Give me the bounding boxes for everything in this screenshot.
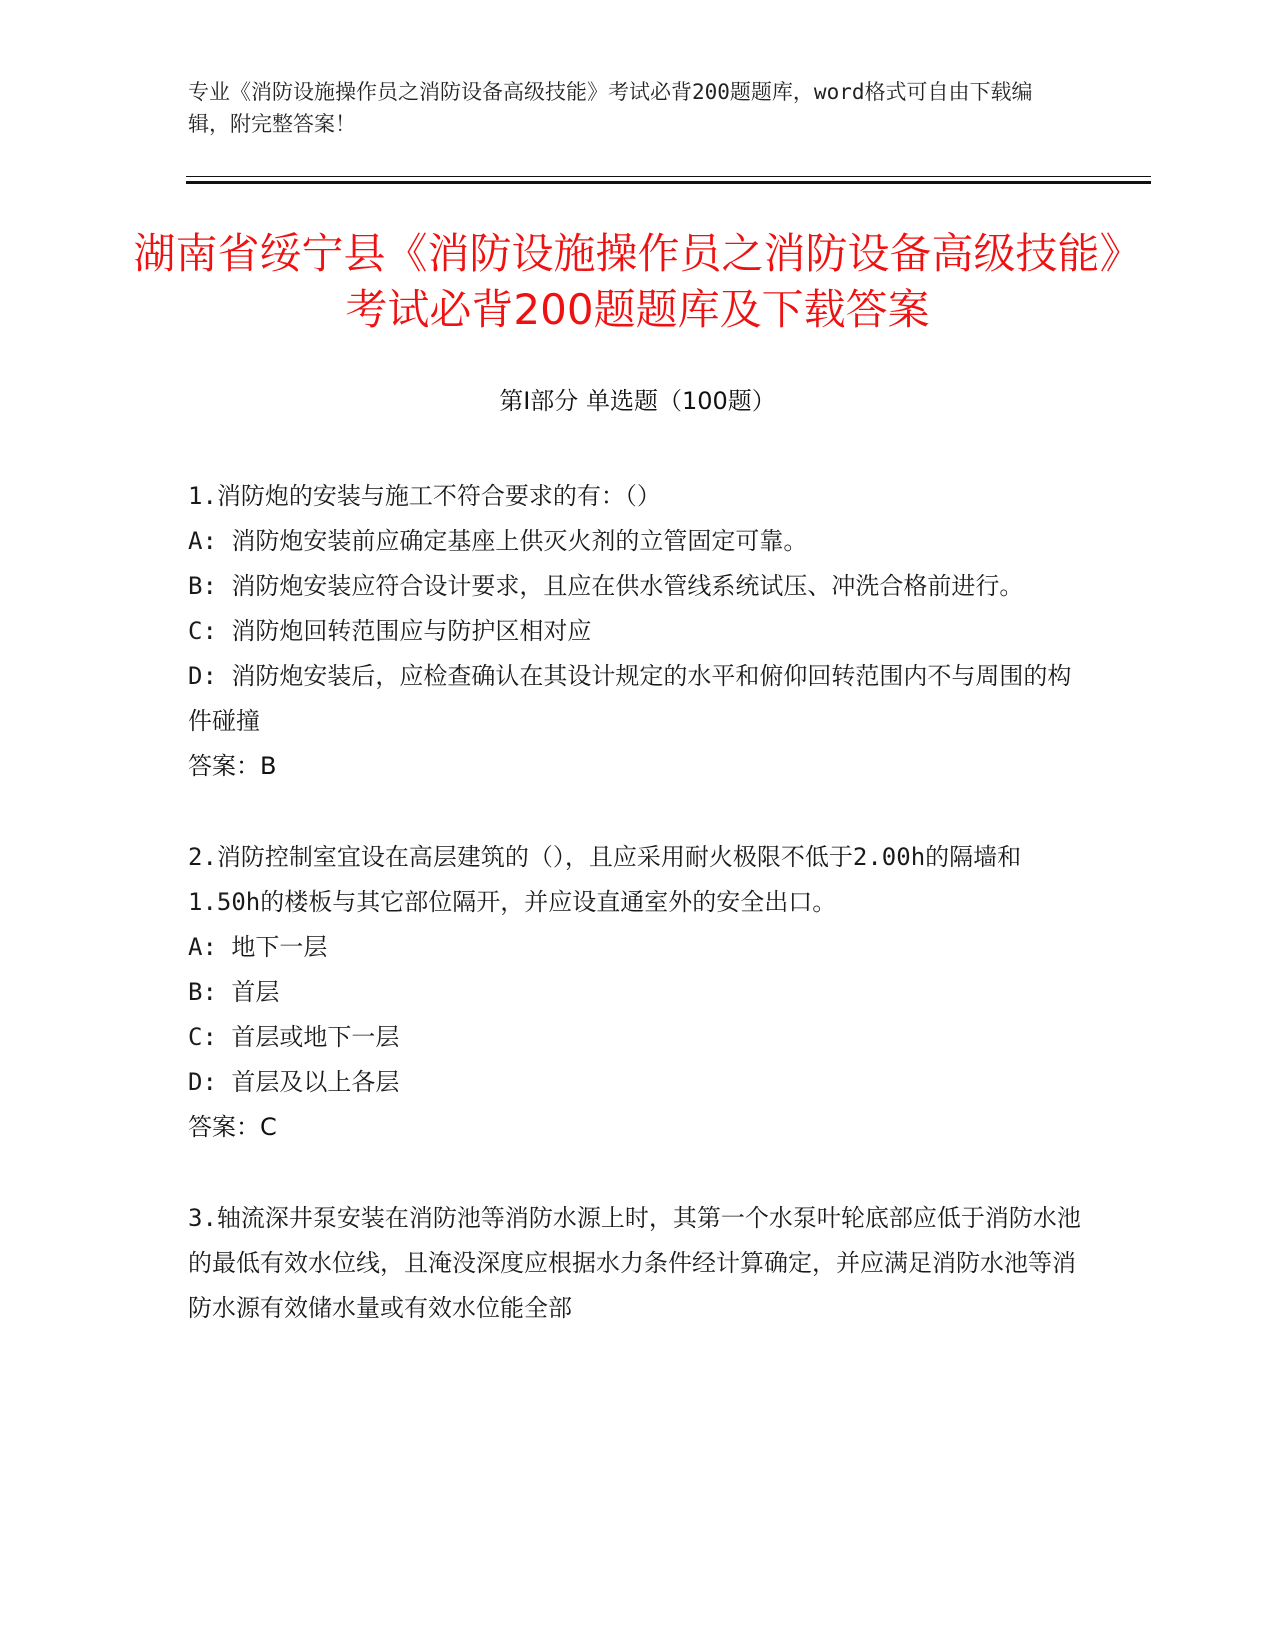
question-stem: 3.轴流深井泵安装在消防池等消防水源上时，其第一个水泵叶轮底部应低于消防水池的最低有效水位线，且淹没深度应根据水力条件经计算确定，并应满足消防水池等消防水源有效储水量或有效水位能全部	[188, 1204, 1081, 1322]
option-a: A: 消防炮安装前应确定基座上供灭火剂的立管固定可靠。	[188, 527, 808, 555]
answer: 答案：C	[188, 1113, 277, 1141]
question-3	[188, 1196, 1083, 1331]
option-c: C: 消防炮回转范围应与防护区相对应	[188, 617, 592, 645]
answer: 答案：B	[188, 752, 277, 780]
header-rule-thin	[186, 176, 1151, 177]
question-stem: 1.消防炮的安装与施工不符合要求的有：（）	[188, 482, 661, 510]
header-rule-thick	[186, 181, 1151, 184]
option-d: D: 消防炮安装后，应检查确认在其设计规定的水平和俯仰回转范围内不与周围的构件碰撞	[188, 662, 1072, 735]
section-title: 第Ⅰ部分 单选题（100题）	[499, 387, 776, 415]
question-stem: 2.消防控制室宜设在高层建筑的（），且应采用耐火极限不低于2.00h的隔墙和1.50h的楼板与其它部位隔开，并应设直通室外的安全出口。	[188, 843, 1022, 916]
option-a: A: 地下一层	[188, 933, 328, 961]
option-c: C: 首层或地下一层	[188, 1023, 400, 1051]
document-title: 湖南省绥宁县《消防设施操作员之消防设备高级技能》考试必背200题题库及下载答案	[133, 229, 1142, 334]
question-list	[188, 474, 1083, 1377]
option-d: D: 首层及以上各层	[188, 1068, 400, 1096]
question-2	[188, 835, 1083, 1150]
question-1	[188, 474, 1083, 789]
option-b: B: 消防炮安装应符合设计要求，且应在供水管线系统试压、冲洗合格前进行。	[188, 572, 1024, 600]
option-b: B: 首层	[188, 978, 280, 1006]
header-note: 专业《消防设施操作员之消防设备高级技能》考试必背200题题库，word格式可自由下载编辑，附完整答案！	[188, 80, 1033, 136]
